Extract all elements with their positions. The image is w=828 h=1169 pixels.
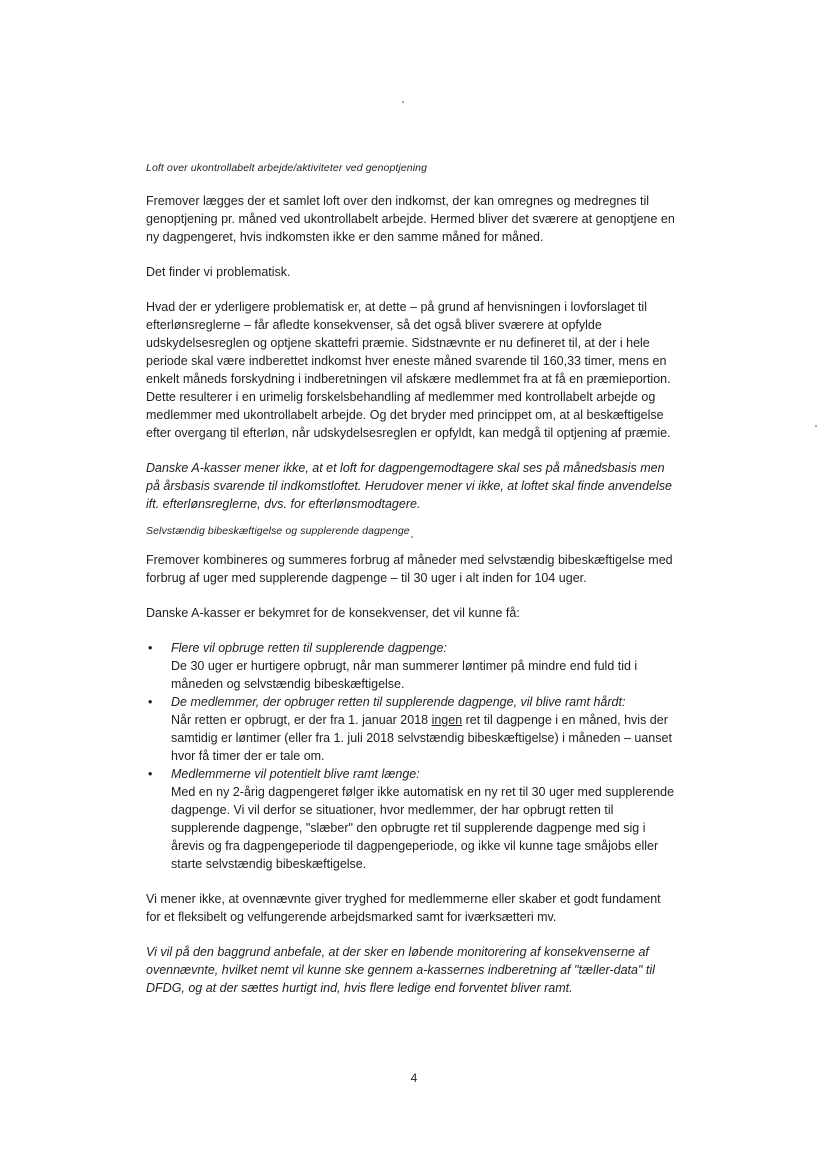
- scan-speck: [815, 425, 817, 427]
- consequence-list: [146, 639, 676, 873]
- paragraph: Vi mener ikke, at ovennævnte giver tryghed for medlemmerne eller skaber et godt fundament for et fleksibelt og velfungerende arbejdsmarked samt for iværksætteri mv.: [146, 892, 661, 924]
- list-item-body: Med en ny 2-årig dagpengeret følger ikke automatisk en ny ret til 30 uger med supplerende dagpenge. Vi vil derfor se situationer, hvor medlemmer, der har opbrugt retten til supplerende dagpenge, "slæber" den opbrugte ret til supplerende dagpenge med sig i årevis og fra dagpengeperiode til dagpengeperiode, og ikke vil kunne tage småjobs eller starte selvstændig bibeskæftigelse.: [171, 785, 675, 871]
- list-item: [146, 693, 676, 765]
- section-heading-selvstaendig: Selvstændig bibeskæftigelse og supplerende dagpenge: [146, 525, 410, 537]
- paragraph: Danske A-kasser er bekymret for de konsekvenser, det vil kunne få:: [146, 606, 520, 620]
- list-item: [146, 639, 676, 693]
- list-item-title: De medlemmer, der opbruger retten til supplerende dagpenge, vil blive ramt hårdt:: [171, 695, 626, 709]
- bullet-icon: •: [148, 641, 153, 655]
- list-item-body: De 30 uger er hurtigere opbrugt, når man summerer løntimer på mindre end fuld tid i måneden og selvstændig bibeskæftigelse.: [171, 659, 638, 691]
- list-item-body-text: ret til dagpenge i en måned, hvis der samtidig er løntimer (eller fra 1. juli 2018 selvstændig bibeskæftigelse) i måneden – uanset hvor få timer der er tale om.: [171, 713, 672, 763]
- scan-speck: [402, 101, 404, 103]
- document-body: [146, 162, 676, 1014]
- list-item-title: Medlemmerne vil potentielt blive ramt længe:: [171, 767, 420, 781]
- underlined-word: ingen: [431, 713, 463, 727]
- section-heading-loft: Loft over ukontrollabelt arbejde/aktiviteter ved genoptjening: [146, 162, 428, 174]
- recommendation-paragraph: Vi vil på den baggrund anbefale, at der sker en løbende monitorering af konsekvenserne af ovennævnte, hvilket nemt vil kunne ske gennem a-kassernes indberetning af "tæller-data" til DFDG, og at der sættes hurtigt ind, hvis flere ledige end forventet bliver ramt.: [146, 945, 655, 995]
- bullet-icon: •: [148, 695, 153, 709]
- paragraph: Fremover lægges der et samlet loft over den indkomst, der kan omregnes og medregnes til genoptjening pr. måned ved ukontrollabelt arbejde. Hermed bliver det sværere at genoptjene en ny dagpengeret, hvis indkomsten ikke er den samme måned for måned.: [146, 194, 675, 244]
- list-item-body: [171, 711, 676, 765]
- list-item-body-text: Når retten er opbrugt, er der fra 1. januar 2018: [171, 713, 432, 727]
- list-item: [146, 765, 676, 873]
- paragraph: Hvad der er yderligere problematisk er, at dette – på grund af henvisningen i lovforslaget til efterlønsreglerne – får afledte konsekvenser, så det også bliver sværere at opfylde udskydelsesreglen og optjene skattefri præmie. Sidstnævnte er nu defineret til, at der i hele periode skal være indberettet indkomst hver eneste måned svarende til 160,33 timer, mens en enkelt måneds forskydning i indberetningen vil afskære medlemmet fra at få en præmieportion. Dette resulterer i en urimelig forskelsbehandling af medlemmer med kontrollabelt arbejde og medlemmer med ukontrollabelt arbejde. Og det bryder med princippet om, at al beskæftigelse efter overgang til efterløn, når udskydelsesreglen er opfyldt, kan medgå til optjening af præmie.: [146, 300, 671, 440]
- bullet-icon: •: [148, 767, 153, 781]
- paragraph: Fremover kombineres og summeres forbrug af måneder med selvstændig bibeskæftigelse med forbrug af uger med supplerende dagpenge – til 30 uger i alt inden for 104 uger.: [146, 553, 673, 585]
- page-number: 4: [410, 1071, 418, 1085]
- paragraph: Det finder vi problematisk.: [146, 265, 291, 279]
- recommendation-paragraph: Danske A-kasser mener ikke, at et loft for dagpengemodtagere skal ses på månedsbasis men på årsbasis svarende til indkomstloftet. Herudover mener vi ikke, at loftet skal finde anvendelse ift. efterlønsreglerne, dvs. for efterlønsmodtagere.: [146, 461, 672, 511]
- list-item-title: Flere vil opbruge retten til supplerende dagpenge:: [171, 641, 447, 655]
